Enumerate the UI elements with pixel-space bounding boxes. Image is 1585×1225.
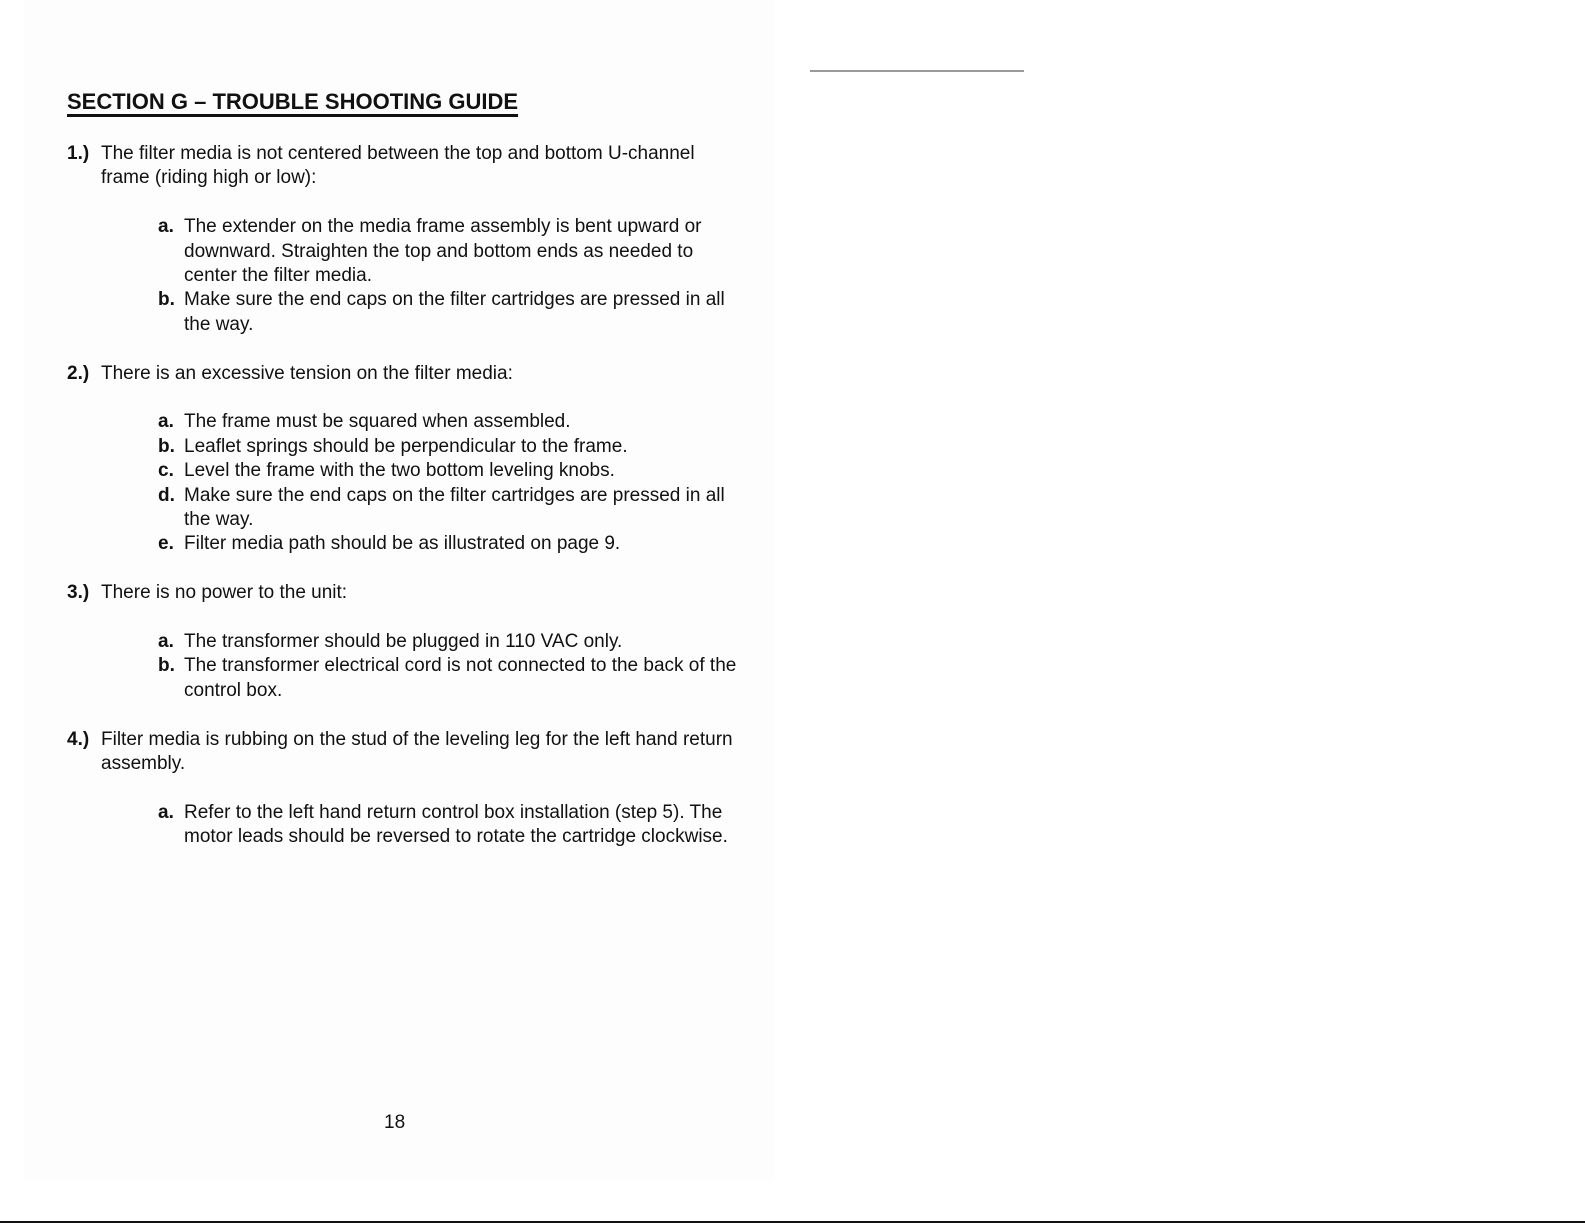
solution-text: Refer to the left hand return control box installation (step 5). The motor leads should be reversed to rotate the cartridge clockwise. [184, 801, 728, 848]
troubleshooting-item-3 [67, 581, 747, 703]
solution-text: The frame must be squared when assembled. [184, 411, 571, 433]
solution-letter: b. [158, 655, 175, 677]
solution-item [158, 288, 747, 337]
item-number: 2.) [67, 362, 90, 384]
solution-item [158, 435, 747, 459]
item-number: 1.) [67, 143, 90, 164]
item-problem: Filter media is rubbing on the stud of the leveling leg for the left hand return assembly. [101, 728, 733, 775]
solution-text: The transformer electrical cord is not connected to the back of the control box. [184, 655, 737, 701]
solution-letter: a. [158, 801, 174, 823]
solution-item [158, 801, 747, 850]
solution-letter: a. [158, 411, 174, 433]
solution-letter: b. [158, 435, 175, 457]
item-number: 3.) [67, 582, 90, 604]
solution-text: Filter media path should be as illustrated on page 9. [184, 533, 621, 555]
solution-text: Make sure the end caps on the filter cartridges are pressed in all the way. [184, 289, 725, 335]
bottom-rule [0, 1221, 1585, 1223]
solution-list [101, 630, 747, 703]
troubleshooting-item-1 [67, 142, 747, 337]
solution-text: Make sure the end caps on the filter cartridges are pressed in all the way. [184, 484, 725, 531]
solution-text: The transformer should be plugged in 110 VAC only. [184, 631, 623, 653]
item-problem: There is no power to the unit: [101, 582, 348, 604]
solution-text: The extender on the media frame assembly is bent upward or downward. Straighten the top and bottom ends as needed to center the filter media. [184, 216, 702, 287]
solution-text: Leaflet springs should be perpendicular to the frame. [184, 435, 628, 457]
solution-item [158, 532, 747, 556]
solution-item [158, 459, 747, 483]
troubleshooting-item-4 [67, 728, 747, 850]
solution-item [158, 484, 747, 533]
solution-list [101, 801, 747, 850]
page-number: 18 [384, 1112, 406, 1133]
item-problem: The filter media is not centered between the top and bottom U-channel frame (riding high or low): [101, 143, 695, 189]
solution-item [158, 654, 747, 703]
solution-list [101, 410, 747, 556]
troubleshooting-list [67, 142, 747, 850]
section-title: SECTION G – TROUBLE SHOOTING GUIDE [67, 89, 519, 114]
item-number: 4.) [67, 728, 90, 750]
solution-letter: d. [158, 484, 175, 506]
solution-text: Level the frame with the two bottom leveling knobs. [184, 460, 615, 482]
solution-letter: e. [158, 533, 174, 555]
solution-letter: b. [158, 289, 175, 311]
solution-letter: c. [158, 460, 174, 482]
solution-list [101, 215, 747, 337]
solution-item [158, 410, 747, 434]
troubleshooting-item-2 [67, 362, 747, 557]
solution-letter: a. [158, 631, 174, 653]
solution-item [158, 630, 747, 654]
solution-item [158, 215, 747, 288]
solution-letter: a. [158, 216, 174, 238]
item-problem: There is an excessive tension on the filter media: [101, 362, 513, 384]
top-rule [810, 70, 1024, 72]
